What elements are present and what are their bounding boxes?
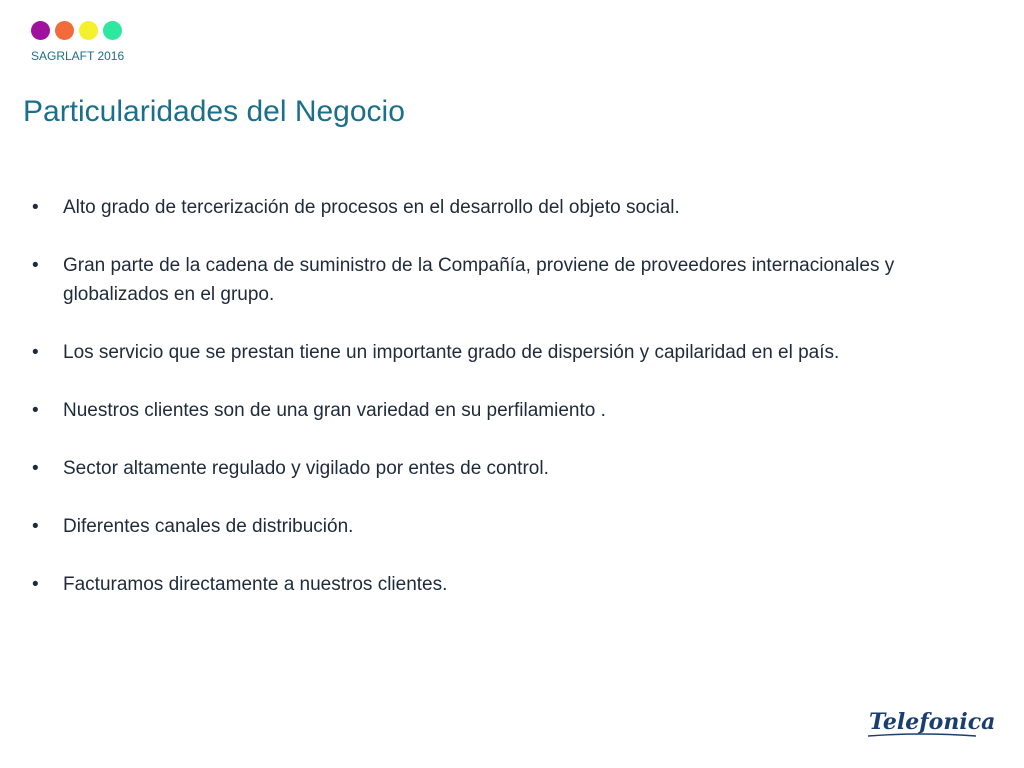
list-item xyxy=(32,570,982,599)
bullet-icon: • xyxy=(32,458,39,479)
dot-purple xyxy=(31,21,50,40)
list-item xyxy=(32,396,982,425)
bullet-text: Sector altamente regulado y vigilado por entes de control. xyxy=(63,458,549,479)
bullet-text: Gran parte de la cadena de suministro de la Compañía, proviene de proveedores internacionales y globalizados en el grupo. xyxy=(63,255,895,305)
brand-dots xyxy=(31,21,122,40)
logo-underline xyxy=(868,734,976,736)
bullet-icon: • xyxy=(32,516,39,537)
bullet-list xyxy=(32,193,982,628)
event-tag: SAGRLAFT 2016 xyxy=(31,49,125,63)
bullet-text: Facturamos directamente a nuestros clientes. xyxy=(63,574,448,595)
dot-yellow xyxy=(79,21,98,40)
bullet-icon: • xyxy=(32,197,39,218)
bullet-icon: • xyxy=(32,255,39,276)
slide-title: Particularidades del Negocio xyxy=(23,95,405,128)
list-item xyxy=(32,193,982,222)
bullet-text: Alto grado de tercerización de procesos en el desarrollo del objeto social. xyxy=(63,197,680,218)
logo-wordmark: Telefonica xyxy=(869,709,996,735)
bullet-text: Nuestros clientes son de una gran variedad en su perfilamiento . xyxy=(63,400,606,421)
bullet-icon: • xyxy=(32,342,39,363)
dot-green xyxy=(103,21,122,40)
bullet-icon: • xyxy=(32,574,39,595)
list-item xyxy=(32,512,982,541)
list-item xyxy=(32,338,982,367)
list-item xyxy=(32,251,982,309)
bullet-text: Los servicio que se prestan tiene un importante grado de dispersión y capilaridad en el país. xyxy=(63,342,840,363)
telefonica-logo xyxy=(866,705,996,741)
list-item xyxy=(32,454,982,483)
bullet-text: Diferentes canales de distribución. xyxy=(63,516,354,537)
dot-orange xyxy=(55,21,74,40)
bullet-icon: • xyxy=(32,400,39,421)
